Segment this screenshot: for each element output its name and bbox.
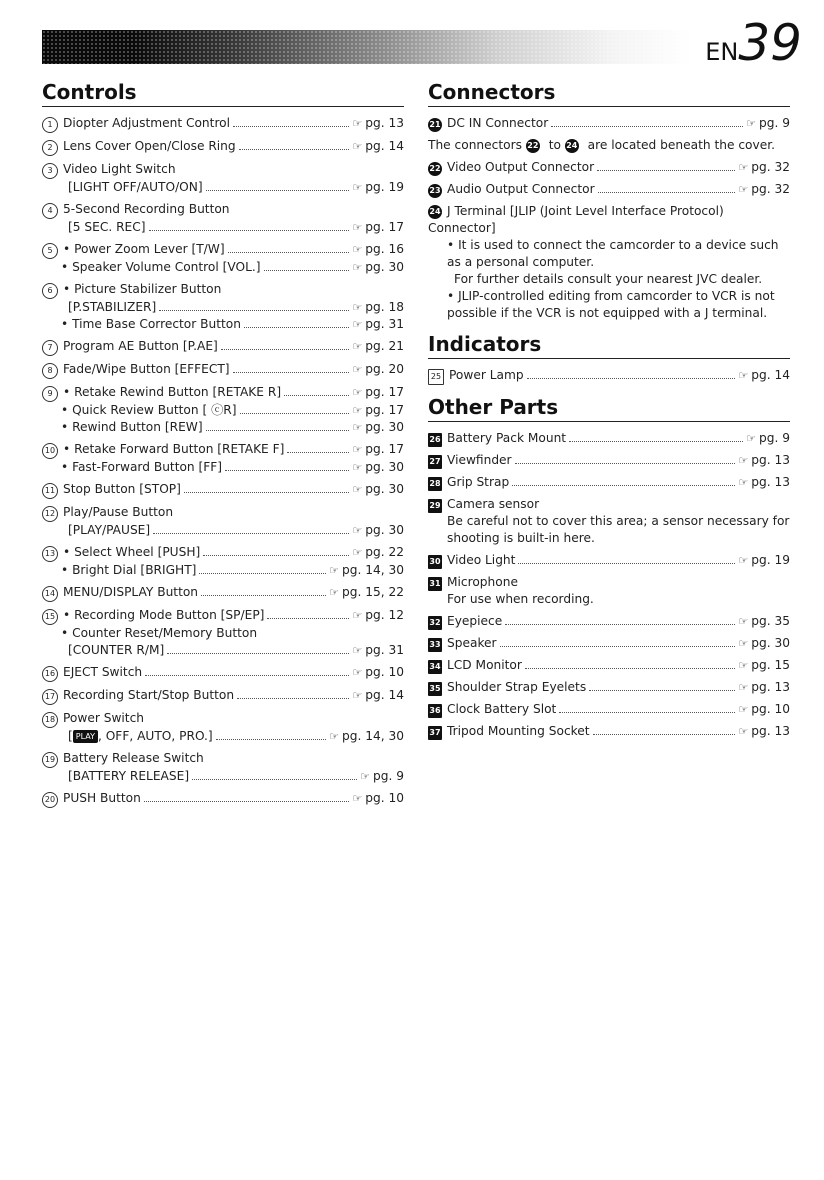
page-reference: ☞ pg. 20 — [352, 362, 404, 376]
viewfinder-entry: 27 Viewfinder ☞ pg. 13 — [429, 453, 790, 467]
control-entry — [42, 664, 404, 682]
marker-22: 22 — [526, 139, 540, 153]
pointing-hand-icon: ☞ — [352, 386, 363, 399]
dot-leader — [239, 149, 350, 150]
play-mode-icon: PLAY — [73, 730, 98, 743]
control-label: [5 SEC. REC] — [68, 220, 146, 234]
pointing-hand-icon: ☞ — [738, 161, 749, 174]
video-output-entry: 22 Video Output Connector ☞ pg. 32 — [429, 160, 790, 174]
page-reference: ☞ pg. 30 — [352, 523, 404, 537]
dot-leader — [287, 452, 349, 453]
pointing-hand-icon: ☞ — [329, 564, 339, 577]
dot-leader — [244, 327, 349, 328]
right-column — [428, 80, 790, 745]
pointing-hand-icon: ☞ — [738, 681, 749, 694]
control-number-marker: 2 — [42, 140, 58, 156]
control-number-marker: 13 — [42, 546, 58, 562]
pointing-hand-icon: ☞ — [329, 586, 339, 599]
control-line — [42, 241, 404, 259]
control-label: 5-Second Recording Button — [63, 202, 230, 216]
page-reference: ☞ pg. 30 — [352, 420, 404, 434]
control-number-marker: 20 — [42, 792, 58, 808]
control-label: Power Switch — [63, 711, 145, 725]
control-line — [42, 625, 404, 642]
control-line — [42, 299, 404, 316]
control-label: Fade/Wipe Button [EFFECT] — [63, 362, 230, 376]
page-reference: ☞ pg. 31 — [352, 317, 404, 331]
control-label: • Power Zoom Lever [T/W] — [63, 242, 225, 256]
pointing-hand-icon: ☞ — [738, 554, 749, 567]
control-line — [42, 161, 404, 179]
control-label: • Retake Rewind Button [RETAKE R] — [63, 385, 282, 399]
dot-leader — [237, 698, 349, 699]
dot-leader — [167, 653, 349, 654]
control-label: Stop Button [STOP] — [63, 482, 181, 496]
pointing-hand-icon: ☞ — [352, 318, 363, 331]
control-number-marker: 17 — [42, 689, 58, 705]
clock-battery-entry: 36 Clock Battery Slot ☞ pg. 10 — [429, 702, 790, 716]
page-reference: ☞ pg. 21 — [352, 339, 404, 353]
pointing-hand-icon: ☞ — [352, 140, 363, 153]
banner-pattern — [42, 30, 692, 64]
control-number-marker: 14 — [42, 586, 58, 602]
control-label: • Rewind Button [REW] — [61, 420, 203, 434]
pointing-hand-icon: ☞ — [352, 792, 363, 805]
pointing-hand-icon: ☞ — [352, 644, 363, 657]
dot-leader — [201, 595, 326, 596]
page-reference: ☞ pg. 18 — [352, 300, 404, 314]
tripod-socket-entry: 37 Tripod Mounting Socket ☞ pg. 13 — [429, 724, 790, 738]
dot-leader — [225, 470, 349, 471]
control-number-marker: 1 — [42, 117, 58, 133]
pointing-hand-icon: ☞ — [352, 483, 363, 496]
pointing-hand-icon: ☞ — [352, 404, 363, 417]
control-line — [42, 562, 404, 579]
control-label: Program AE Button [P.AE] — [63, 339, 218, 353]
controls-list — [42, 115, 404, 808]
control-line — [42, 201, 404, 219]
page-reference: ☞ pg. 17 — [352, 220, 404, 234]
control-line — [42, 790, 404, 808]
page-reference: ☞ pg. 14 — [352, 688, 404, 702]
control-label: Video Light Switch — [63, 162, 176, 176]
control-entry — [42, 384, 404, 436]
control-entry — [42, 138, 404, 156]
control-entry — [42, 281, 404, 333]
control-line — [42, 768, 404, 785]
control-line — [42, 219, 404, 236]
control-number-marker: 16 — [42, 666, 58, 682]
dot-leader — [284, 395, 349, 396]
pointing-hand-icon: ☞ — [738, 703, 749, 716]
control-label: Battery Release Switch — [63, 751, 204, 765]
control-number-marker: 5 — [42, 243, 58, 259]
control-line — [42, 664, 404, 682]
control-line — [42, 338, 404, 356]
control-label: [COUNTER R/M] — [68, 643, 165, 657]
control-line — [42, 402, 404, 419]
controls-heading: Controls — [42, 80, 404, 107]
control-label: • Counter Reset/Memory Button — [61, 626, 258, 640]
language-code: EN — [705, 38, 739, 66]
control-label: [PLAY/PAUSE] — [68, 523, 151, 537]
dot-leader — [233, 372, 350, 373]
j-terminal-entry: 24 J Terminal [JLIP (Joint Level Interface Protocol) Connector] • It is used to connect the camcorder to a device such as a personal computer. For further details consult your nearest JVC dealer. • JLIP-controlled editing from camcorder to VCR is not possible if the VCR is not equipped with a J terminal. — [428, 204, 779, 320]
control-label: Recording Start/Stop Button — [63, 688, 235, 702]
control-line — [42, 441, 404, 459]
dot-leader — [149, 230, 350, 231]
control-number-marker: 19 — [42, 752, 58, 768]
control-label: EJECT Switch — [63, 665, 143, 679]
pointing-hand-icon: ☞ — [738, 659, 749, 672]
page-reference: ☞ pg. 14 — [352, 139, 404, 153]
page-reference: ☞ pg. 12 — [352, 608, 404, 622]
control-line — [42, 361, 404, 379]
dot-leader — [264, 270, 350, 271]
pointing-hand-icon: ☞ — [738, 615, 749, 628]
control-entry — [42, 481, 404, 499]
page-reference: ☞ pg. 17 — [352, 385, 404, 399]
pointing-hand-icon: ☞ — [738, 183, 749, 196]
dot-leader — [184, 492, 349, 493]
pointing-hand-icon: ☞ — [738, 476, 749, 489]
shoulder-strap-entry: 35 Shoulder Strap Eyelets ☞ pg. 13 — [429, 680, 790, 694]
control-entry — [42, 441, 404, 476]
control-label: • Picture Stabilizer Button — [63, 282, 222, 296]
control-label: [P.STABILIZER] — [68, 300, 157, 314]
dot-leader — [233, 126, 349, 127]
control-line — [42, 504, 404, 522]
control-line — [42, 138, 404, 156]
lcd-monitor-entry: 34 LCD Monitor ☞ pg. 15 — [429, 658, 790, 672]
control-label: [BATTERY RELEASE] — [68, 769, 190, 783]
dot-leader — [153, 533, 349, 534]
dot-leader — [216, 739, 326, 740]
control-entry — [42, 750, 404, 785]
page-reference: ☞ pg. 17 — [352, 403, 404, 417]
dot-leader — [267, 618, 349, 619]
marker-21: 21 — [428, 118, 442, 132]
control-entry — [42, 504, 404, 539]
pointing-hand-icon: ☞ — [352, 546, 363, 559]
dot-leader — [192, 779, 357, 780]
control-number-marker: 4 — [42, 203, 58, 219]
video-light-entry: 30 Video Light ☞ pg. 19 — [429, 553, 790, 567]
page-reference: ☞ pg. 30 — [352, 460, 404, 474]
page-reference: ☞ pg. 16 — [352, 242, 404, 256]
grip-strap-entry: 28 Grip Strap ☞ pg. 13 — [429, 475, 790, 489]
page-reference: ☞ pg. 9 — [360, 769, 404, 783]
pointing-hand-icon: ☞ — [746, 432, 757, 445]
control-line — [42, 316, 404, 333]
control-line — [42, 522, 404, 539]
pointing-hand-icon: ☞ — [352, 443, 363, 456]
control-line — [42, 642, 404, 659]
dot-leader — [145, 675, 349, 676]
control-entry — [42, 201, 404, 236]
microphone-entry: 31 Microphone For use when recording. — [429, 575, 594, 606]
control-entry — [42, 584, 404, 602]
control-number-marker: 7 — [42, 340, 58, 356]
pointing-hand-icon: ☞ — [352, 117, 363, 130]
control-label: • Speaker Volume Control [VOL.] — [61, 260, 261, 274]
control-label: • Fast-Forward Button [FF] — [61, 460, 223, 474]
dot-leader — [159, 310, 349, 311]
control-entry — [42, 241, 404, 276]
eyepiece-entry: 32 Eyepiece ☞ pg. 35 — [429, 614, 790, 628]
camera-sensor-entry: 29 Camera sensor Be careful not to cover this area; a sensor necessary for shooting is built-in here. — [429, 497, 790, 545]
header-banner — [42, 30, 692, 64]
control-label: [LIGHT OFF/AUTO/ON] — [68, 180, 203, 194]
control-entry — [42, 361, 404, 379]
control-number-marker: 3 — [42, 163, 58, 179]
pointing-hand-icon: ☞ — [352, 363, 363, 376]
control-line — [42, 259, 404, 276]
pointing-hand-icon: ☞ — [746, 117, 757, 130]
other-parts-heading: Other Parts — [428, 395, 790, 422]
control-line — [42, 481, 404, 499]
control-label: MENU/DISPLAY Button — [63, 585, 199, 599]
pointing-hand-icon: ☞ — [352, 301, 363, 314]
battery-mount-entry: 26 Battery Pack Mount ☞ pg. 9 — [429, 431, 790, 445]
pointing-hand-icon: ☞ — [352, 666, 363, 679]
control-label: Diopter Adjustment Control — [63, 116, 231, 130]
pointing-hand-icon: ☞ — [738, 637, 749, 650]
control-number-marker: 18 — [42, 712, 58, 728]
control-line — [42, 607, 404, 625]
control-number-marker: 9 — [42, 386, 58, 402]
pointing-hand-icon: ☞ — [352, 609, 363, 622]
connectors-heading: Connectors — [428, 80, 790, 107]
control-label: Play/Pause Button — [63, 505, 174, 519]
control-number-marker: 8 — [42, 363, 58, 379]
audio-output-entry: 23 Audio Output Connector ☞ pg. 32 — [429, 182, 790, 196]
control-entry — [42, 607, 404, 659]
speaker-entry: 33 Speaker ☞ pg. 30 — [429, 636, 790, 650]
pointing-hand-icon: ☞ — [352, 243, 363, 256]
pointing-hand-icon: ☞ — [352, 181, 363, 194]
pointing-hand-icon: ☞ — [329, 730, 339, 743]
page-reference: ☞ pg. 19 — [352, 180, 404, 194]
pointing-hand-icon: ☞ — [352, 261, 363, 274]
pointing-hand-icon: ☞ — [352, 340, 363, 353]
page-reference: ☞ pg. 31 — [352, 643, 404, 657]
controls-column — [42, 80, 404, 813]
pointing-hand-icon: ☞ — [352, 524, 363, 537]
control-number-marker: 10 — [42, 443, 58, 459]
page-reference: ☞ pg. 15, 22 — [329, 585, 404, 599]
dot-leader — [206, 190, 350, 191]
pointing-hand-icon: ☞ — [352, 421, 363, 434]
control-line — [42, 115, 404, 133]
control-entry — [42, 115, 404, 133]
control-line — [42, 544, 404, 562]
control-line — [42, 179, 404, 196]
dot-leader — [199, 573, 326, 574]
dot-leader — [144, 801, 350, 802]
page-number — [705, 14, 802, 72]
dot-leader — [228, 252, 350, 253]
page-reference: ☞ pg. 30 — [352, 482, 404, 496]
page-reference: ☞ pg. 10 — [352, 791, 404, 805]
connector-location-note: The connectors 22 to 24 are located beneath the cover. — [428, 138, 775, 152]
control-label: • Select Wheel [PUSH] — [63, 545, 201, 559]
control-entry — [42, 790, 404, 808]
control-label: • Quick Review Button [ ⓒR] — [61, 403, 237, 417]
control-number-marker: 11 — [42, 483, 58, 499]
indicators-heading: Indicators — [428, 332, 790, 359]
pointing-hand-icon: ☞ — [352, 689, 363, 702]
control-entry — [42, 687, 404, 705]
control-line — [42, 419, 404, 436]
control-line — [42, 584, 404, 602]
control-line — [42, 750, 404, 768]
pointing-hand-icon: ☞ — [738, 454, 749, 467]
pointing-hand-icon: ☞ — [738, 369, 749, 382]
dot-leader — [221, 349, 350, 350]
control-line — [42, 459, 404, 476]
control-line — [42, 710, 404, 728]
control-line — [42, 384, 404, 402]
pointing-hand-icon: ☞ — [738, 725, 749, 738]
control-label: • Retake Forward Button [RETAKE F] — [63, 442, 285, 456]
control-line — [42, 728, 404, 745]
pointing-hand-icon: ☞ — [352, 461, 363, 474]
control-label: Lens Cover Open/Close Ring — [63, 139, 236, 153]
marker-24: 24 — [565, 139, 579, 153]
control-number-marker: 6 — [42, 283, 58, 299]
pointing-hand-icon: ☞ — [360, 770, 371, 783]
control-entry — [42, 710, 404, 745]
control-line — [42, 687, 404, 705]
power-lamp-entry: 25 Power Lamp ☞ pg. 14 — [428, 367, 790, 385]
dot-leader — [240, 413, 350, 414]
control-entry — [42, 338, 404, 356]
control-line — [42, 281, 404, 299]
control-label: • Recording Mode Button [SP/EP] — [63, 608, 265, 622]
page-reference: ☞ pg. 22 — [352, 545, 404, 559]
page-reference: ☞ pg. 17 — [352, 442, 404, 456]
page-reference: ☞ pg. 14, 30 — [329, 563, 404, 577]
control-number-marker: 15 — [42, 609, 58, 625]
control-label: [ PLAY , OFF, AUTO, PRO.] — [68, 729, 213, 743]
dot-leader — [206, 430, 350, 431]
dot-leader — [203, 555, 349, 556]
dc-in-entry: 21 DC IN Connector ☞ pg. 9 — [429, 116, 790, 130]
page-reference: ☞ pg. 30 — [352, 260, 404, 274]
pointing-hand-icon: ☞ — [352, 221, 363, 234]
page-reference: ☞ pg. 13 — [352, 116, 404, 130]
page-number-value: 39 — [738, 14, 802, 72]
control-label: • Bright Dial [BRIGHT] — [61, 563, 197, 577]
control-entry — [42, 544, 404, 579]
control-number-marker: 12 — [42, 506, 58, 522]
page-reference: ☞ pg. 14, 30 — [329, 729, 404, 743]
control-label: • Time Base Corrector Button — [61, 317, 241, 331]
control-entry — [42, 161, 404, 196]
control-label: PUSH Button — [63, 791, 141, 805]
page-reference: ☞ pg. 10 — [352, 665, 404, 679]
